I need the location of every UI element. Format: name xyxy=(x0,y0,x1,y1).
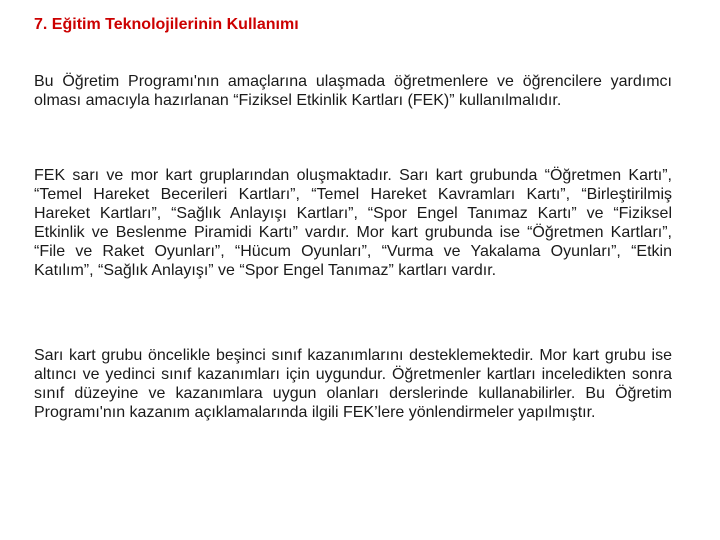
paragraph-card-groups: FEK sarı ve mor kart gruplarından oluşmaktadır. Sarı kart grubunda “Öğretmen Kartı”, “Temel Hareket Becerileri Kartları”, “Temel Hareket Kavramları Kartı”, “Birleştirilmiş Hareket Kartları”, “Sağlık Anlayışı Kartları”, “Spor Engel Tanımaz Kartı” ve “Fiziksel Etkinlik ve Beslenme Piramidi Kartı” vardır. Mor kart grubunda ise “Öğretmen Kartları”, “File ve Raket Oyunları”, “Hücum Oyunları”, “Vurma ve Yakalama Oyunları”, “Etkin Katılım”, “Sağlık Anlayışı” ve “Spor Engel Tanımaz” kartları vardır. xyxy=(34,167,672,279)
slide-title xyxy=(34,16,299,34)
paragraph-fek-intro: Bu Öğretim Programı'nın amaçlarına ulaşmada öğretmenlere ve öğrencilere yardımcı olması amacıyla hazırlanan “Fiziksel Etkinlik Kartları (FEK)” kullanılmalıdır. xyxy=(34,73,672,109)
section-number: 7. xyxy=(34,16,52,33)
paragraph-card-usage: Sarı kart grubu öncelikle beşinci sınıf kazanımlarını desteklemektedir. Mor kart grubu ise altıncı ve yedinci sınıf kazanımları için uygundur. Öğretmenler kartları inceledikten sonra sınıf düzeyine ve kazanımlara uygun olanları derslerinde kullanabilirler. Bu Öğretim Programı'nın kazanım açıklamalarında ilgili FEK’lere yönlendirmeler yapılmıştır. xyxy=(34,347,672,421)
section-title: Eğitim Teknolojilerinin Kullanımı xyxy=(51,16,299,33)
